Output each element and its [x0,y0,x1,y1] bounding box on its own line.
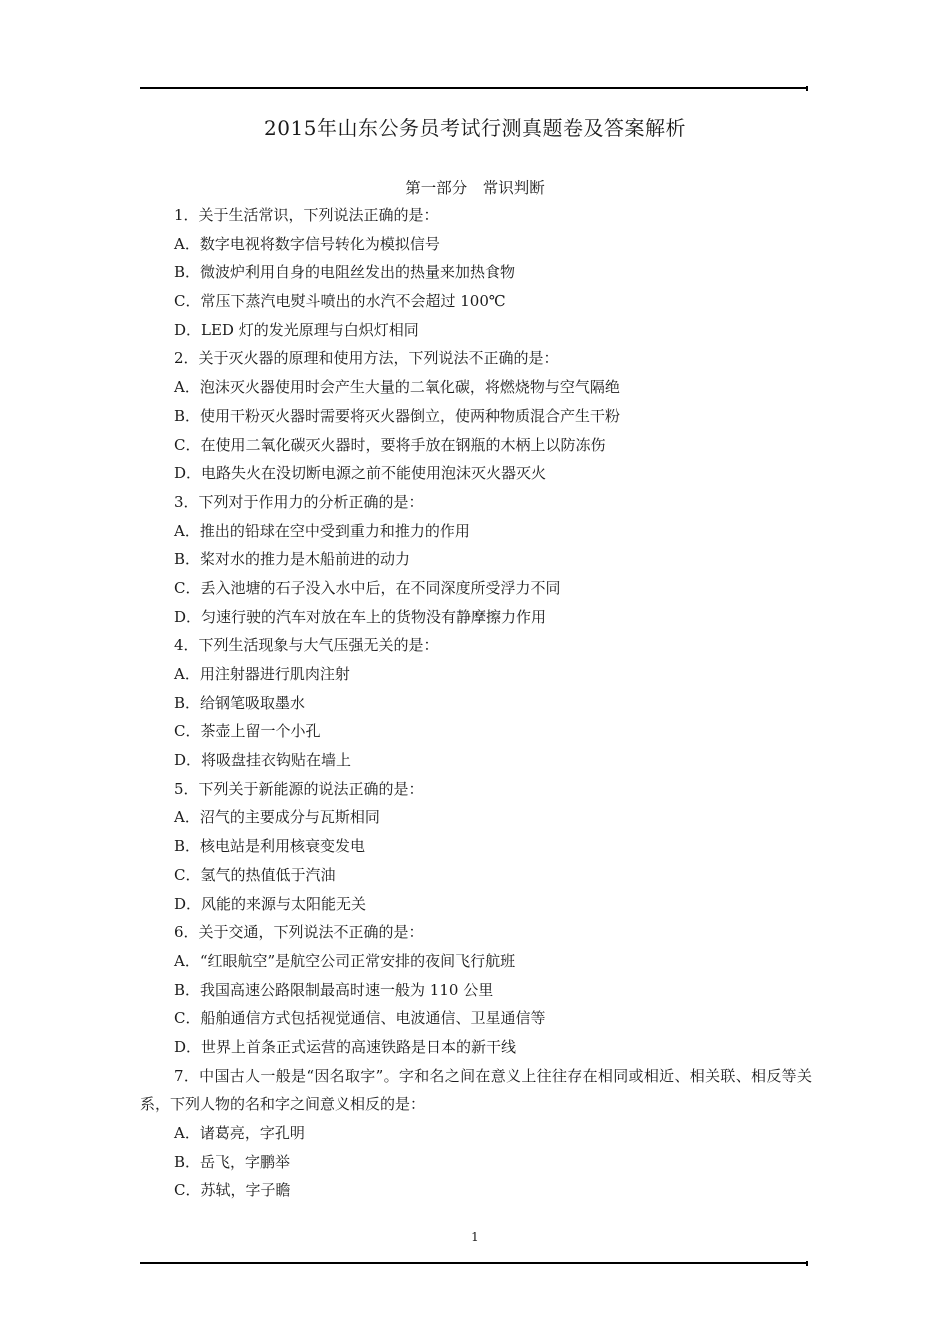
question-option: B．我国高速公路限制最高时速一般为 110 公里 [174,980,494,999]
question-stem: 7．中国古人一般是“因名取字”。字和名之间在意义上往往存在相同或相近、相关联、相反等关系，下列人物的名和字之间意义相反的是： [140,1066,812,1114]
footer-rule [140,1262,808,1264]
header-rule [140,87,808,89]
question-list [140,201,812,1205]
question-option: C．船舶通信方式包括视觉通信、电波通信、卫星通信等 [174,1009,546,1028]
question-stem: 2．关于灭火器的原理和使用方法，下列说法不正确的是： [174,349,559,368]
question-option: A．用注射器进行肌肉注射 [174,665,350,683]
question-option: B．岳飞，字鹏举 [174,1152,291,1171]
question-option: A．推出的铅球在空中受到重力和推力的作用 [174,521,470,540]
header-rule-tick [806,86,808,91]
question-option: B．核电站是利用核衰变发电 [174,837,366,856]
question-option: D．风能的来源与太阳能无关 [174,894,367,913]
question-option: C．丢入池塘的石子没入水中后，在不同深度所受浮力不同 [174,578,561,597]
question-option: B．桨对水的推力是木船前进的动力 [174,550,411,569]
question-option: A．沼气的主要成分与瓦斯相同 [174,808,380,827]
question-option: D．LED 灯的发光原理与白炽灯相同 [174,320,419,339]
question-stem: 1．关于生活常识，下列说法正确的是： [174,206,439,224]
question-option: A．数字电视将数字信号转化为模拟信号 [174,234,440,253]
question-option: C．在使用二氧化碳灭火器时，要将手放在钢瓶的木柄上以防冻伤 [174,435,606,454]
question-option: A．“红眼航空”是航空公司正常安排的夜间飞行航班 [174,951,516,970]
question-stem: 3．下列对于作用力的分析正确的是： [174,492,424,511]
question-option: D．匀速行驶的汽车对放在车上的货物没有静摩擦力作用 [174,607,547,626]
question-option: A．泡沫灭火器使用时会产生大量的二氧化碳，将燃烧物与空气隔绝 [174,378,620,397]
page-number: 1 [471,1230,479,1244]
question-option: B．使用干粉灭火器时需要将灭火器倒立，使两种物质混合产生干粉 [174,406,621,425]
question-option: D．将吸盘挂衣钩贴在墙上 [174,751,352,770]
question-option: C．苏轼，字子瞻 [174,1181,291,1200]
footer-rule-tick [806,1261,808,1266]
question-stem: 6．关于交通，下列说法不正确的是： [174,923,424,942]
question-option: D．世界上首条正式运营的高速铁路是日本的新干线 [174,1037,517,1056]
question-option: C．常压下蒸汽电熨斗喷出的水汽不会超过 100℃ [174,292,506,311]
question-stem: 4．下列生活现象与大气压强无关的是： [174,636,439,655]
question-option: B．给钢笔吸取墨水 [174,693,306,712]
question-option: D．电路失火在没切断电源之前不能使用泡沫灭火器灭火 [174,464,547,483]
document-title: 2015年山东公务员考试行测真题卷及答案解析 [264,116,686,140]
question-option: C．茶壶上留一个小孔 [174,722,321,741]
question-option: C．氢气的热值低于汽油 [174,865,336,884]
section-heading: 第一部分 常识判断 [405,179,545,197]
question-stem: 5．下列关于新能源的说法正确的是： [174,779,424,798]
question-option: A．诸葛亮，字孔明 [174,1124,305,1143]
question-option: B．微波炉利用自身的电阻丝发出的热量来加热食物 [174,263,516,282]
